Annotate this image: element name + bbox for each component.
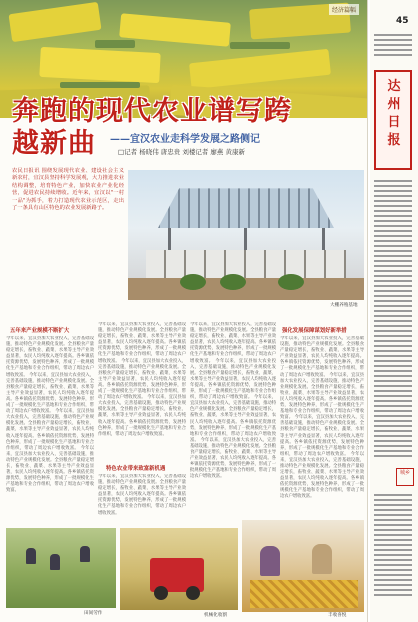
body-column: [190, 322, 276, 522]
stamp-seal: 城乡: [396, 468, 414, 486]
headline-block: [0, 92, 368, 166]
farmer-figure: [26, 548, 36, 564]
page-number: 45: [396, 16, 409, 26]
woman-figure: [312, 544, 332, 574]
body-text: 今年以来，宜汉县加大农业投入，完善基础设施，推动特色产业规模化发展。全县粮食产量稳定增长，畜牧业、蔬菜、水果等主导产业效益显著，农民人均纯收入逐年提高。各乡镇依托资源优势，发展特色种养，形成了一批规模化生产基地和专业合作组织，带动了周边农户增收致富。: [6, 372, 94, 415]
greenhouse-roof: [158, 184, 334, 228]
photo-caption: 机械化收割: [204, 613, 227, 618]
body-text: 今年以来，宜汉县加大农业投入，完善基础设施，推动特色产业规模化发展。全县粮食产量稳定增长，畜牧业、蔬菜、水果等主导产业效益显著，农民人均纯收入逐年提高。各乡镇依托资源优势，发展特色种养，形成了一批规模化生产基地和专业合作组织，带动了周边农户增收致富。: [98, 474, 186, 516]
field-patch: [8, 2, 101, 42]
harvester-photo: [120, 528, 238, 610]
photo-caption: 田间劳作: [84, 611, 103, 616]
farmer-figure: [50, 554, 60, 570]
corn-harvest-photo: [242, 520, 364, 612]
body-text: 今年以来，宜汉县加大农业投入，完善基础设施，推动特色产业规模化发展。全县粮食产量稳定增长，畜牧业、蔬菜、水果等主导产业效益显著，农民人均纯收入逐年提高。各乡镇依托资源优势，发展特色种养，形成了一批规模化生产基地和专业合作组织，带动了周边农户增收致富。: [280, 336, 364, 378]
photo-caption: 丰收喜悦: [328, 613, 347, 618]
body-text: 今年以来，宜汉县加大农业投入，完善基础设施，推动特色产业规模化发展。全县粮食产量稳定增长，畜牧业、蔬菜、水果等主导产业效益显著，农民人均纯收入逐年提高。各乡镇依托资源优势，发展特色种养，形成了一批规模化生产基地和专业合作组织，带动了周边农户增收致富。: [190, 437, 276, 480]
text-lines: [374, 494, 412, 599]
harvester-wheel: [154, 586, 168, 600]
livestock-pens: [146, 250, 346, 280]
field-patch: [189, 49, 331, 89]
masthead-box: [374, 70, 412, 170]
body-column: [280, 336, 364, 516]
body-text: 今年以来，宜汉县加大农业投入，完善基础设施，推动特色产业规模化发展。全县粮食产量稳定增长，畜牧业、蔬菜、水果等主导产业效益显著，农民人均纯收入逐年提高。各乡镇依托资源优势，发展特色种养，形成了一批规模化生产基地和专业合作组织，带动了周边农户增收致富。: [6, 336, 94, 378]
greenhouse-photo: [128, 170, 364, 300]
section-tag: 经济篇幅: [329, 4, 359, 15]
body-column: [98, 474, 186, 522]
field-patch: [119, 13, 231, 46]
byline: □记者 杨晓伟 唐忠贵 刘楼记者 廖燕 黄康新: [118, 148, 245, 156]
tree-row: [95, 40, 135, 48]
greenhouse-caption: 大棚养殖基地: [330, 303, 358, 308]
body-text: 今年以来，宜汉县加大农业投入，完善基础设施，推动特色产业规模化发展。全县粮食产量稳定增长，畜牧业、蔬菜、水果等主导产业效益显著，农民人均纯收入逐年提高。各乡镇依托资源优势，发展特色种养，形成了一批规模化生产基地和专业合作组织，带动了周边农户增收致富。: [6, 445, 94, 494]
body-text: 今年以来，宜汉县加大农业投入，完善基础设施，推动特色产业规模化发展。全县粮食产量稳定增长，畜牧业、蔬菜、水果等主导产业效益显著，农民人均纯收入逐年提高。各乡镇依托资源优势，发展特色种养，形成了一批规模化生产基地和专业合作组织，带动了周边农户增收致富。: [6, 409, 94, 451]
field-patch: [39, 47, 160, 83]
body-text: 今年以来，宜汉县加大农业投入，完善基础设施，推动特色产业规模化发展。全县粮食产量稳定增长，畜牧业、蔬菜、水果等主导产业效益显著，农民人均纯收入逐年提高。各乡镇依托资源优势，发展特色种养，形成了一批规模化生产基地和专业合作组织，带动了周边农户增收致富。: [98, 322, 186, 364]
column-heading: 五年来产业规模不断扩大: [10, 328, 70, 334]
tree-row: [60, 82, 140, 88]
body-text: 今年以来，宜汉县加大农业投入，完善基础设施，推动特色产业规模化发展。全县粮食产量稳定增长，畜牧业、蔬菜、水果等主导产业效益显著，农民人均纯收入逐年提高。各乡镇依托资源优势，发展特色种养，形成了一批规模化生产基地和专业合作组织，带动了周边农户增收致富。: [190, 395, 276, 443]
column-heading: 强化发展保障谋划好新举措: [282, 328, 347, 334]
body-text: 今年以来，宜汉县加大农业投入，完善基础设施，推动特色产业规模化发展。全县粮食产量稳定增长，畜牧业、蔬菜、水果等主导产业效益显著，农民人均纯收入逐年提高。各乡镇依托资源优势，发展特色种养，形成了一批规模化生产基地和专业合作组织，带动了周边农户增收致富。: [190, 322, 276, 364]
column-heading: 特色农业带来致富新机遇: [106, 466, 166, 472]
subheadline: ——宜汉农业走科学发展之路侧记: [110, 134, 260, 145]
body-text: 今年以来，宜汉县加大农业投入，完善基础设施，推动特色产业规模化发展。全县粮食产量稳定增长，畜牧业、蔬菜、水果等主导产业效益显著，农民人均纯收入逐年提高。各乡镇依托资源优势，发展特色种养，形成了一批规模化生产基地和专业合作组织，带动了周边农户增收致富。: [98, 358, 186, 401]
farmer-figure: [80, 546, 90, 562]
body-text: 今年以来，宜汉县加大农业投入，完善基础设施，推动特色产业规模化发展。全县粮食产量稳定增长，畜牧业、蔬菜、水果等主导产业效益显著，农民人均纯收入逐年提高。各乡镇依托资源优势，发展特色种养，形成了一批规模化生产基地和专业合作组织，带动了周边农户增收致富。: [98, 395, 186, 437]
body-text: 今年以来，宜汉县加大农业投入，完善基础设施，推动特色产业规模化发展。全县粮食产量稳定增长，畜牧业、蔬菜、水果等主导产业效益显著，农民人均纯收入逐年提高。各乡镇依托资源优势，发展特色种养，形成了一批规模化生产基地和专业合作组织，带动了周边农户增收致富。: [280, 415, 364, 457]
woman-figure: [260, 546, 280, 576]
farmers-photo: [6, 528, 116, 608]
headline: 奔跑的现代农业谱写跨越新曲: [12, 96, 292, 159]
body-column: [6, 336, 94, 522]
adjacent-page: [370, 0, 418, 622]
masthead-title: 达州日报: [387, 79, 401, 148]
body-text: 今年以来，宜汉县加大农业投入，完善基础设施，推动特色产业规模化发展。全县粮食产量稳定增长，畜牧业、蔬菜、水果等主导产业效益显著，农民人均纯收入逐年提高。各乡镇依托资源优势，发展特色种养，形成了一批规模化生产基地和专业合作组织，带动了周边农户增收致富。: [280, 451, 364, 500]
bush: [180, 274, 206, 290]
intro-paragraph: 农民日报讯 围绕发展现代农业、建设社会主义新农村，宜汉县坚持科学发展观，大力推进农业结构调整，培育特色产业，加快农业产业化经营，促进农民持续增收。近年来，宜汉以"一村一品"为抓手，着力打造现代农业示范区，走出了一条具有山区特色的农业发展新路子。: [12, 168, 124, 212]
ground: [128, 278, 364, 300]
bush: [278, 274, 304, 290]
harvester-wheel: [186, 586, 200, 600]
body-text: 今年以来，宜汉县加大农业投入，完善基础设施，推动特色产业规模化发展。全县粮食产量稳定增长，畜牧业、蔬菜、水果等主导产业效益显著，农民人均纯收入逐年提高。各乡镇依托资源优势，发展特色种养，形成了一批规模化生产基地和专业合作组织，带动了周边农户增收致富。: [190, 358, 276, 401]
body-column: [98, 322, 186, 460]
text-lines: [374, 180, 412, 460]
body-text: 今年以来，宜汉县加大农业投入，完善基础设施，推动特色产业规模化发展。全县粮食产量稳定增长，畜牧业、蔬菜、水果等主导产业效益显著，农民人均纯收入逐年提高。各乡镇依托资源优势，发展特色种养，形成了一批规模化生产基地和专业合作组织，带动了周边农户增收致富。: [280, 372, 364, 421]
tree-row: [230, 42, 290, 49]
text-lines: [374, 34, 412, 59]
bush: [220, 274, 246, 290]
corn-pile: [250, 580, 358, 608]
